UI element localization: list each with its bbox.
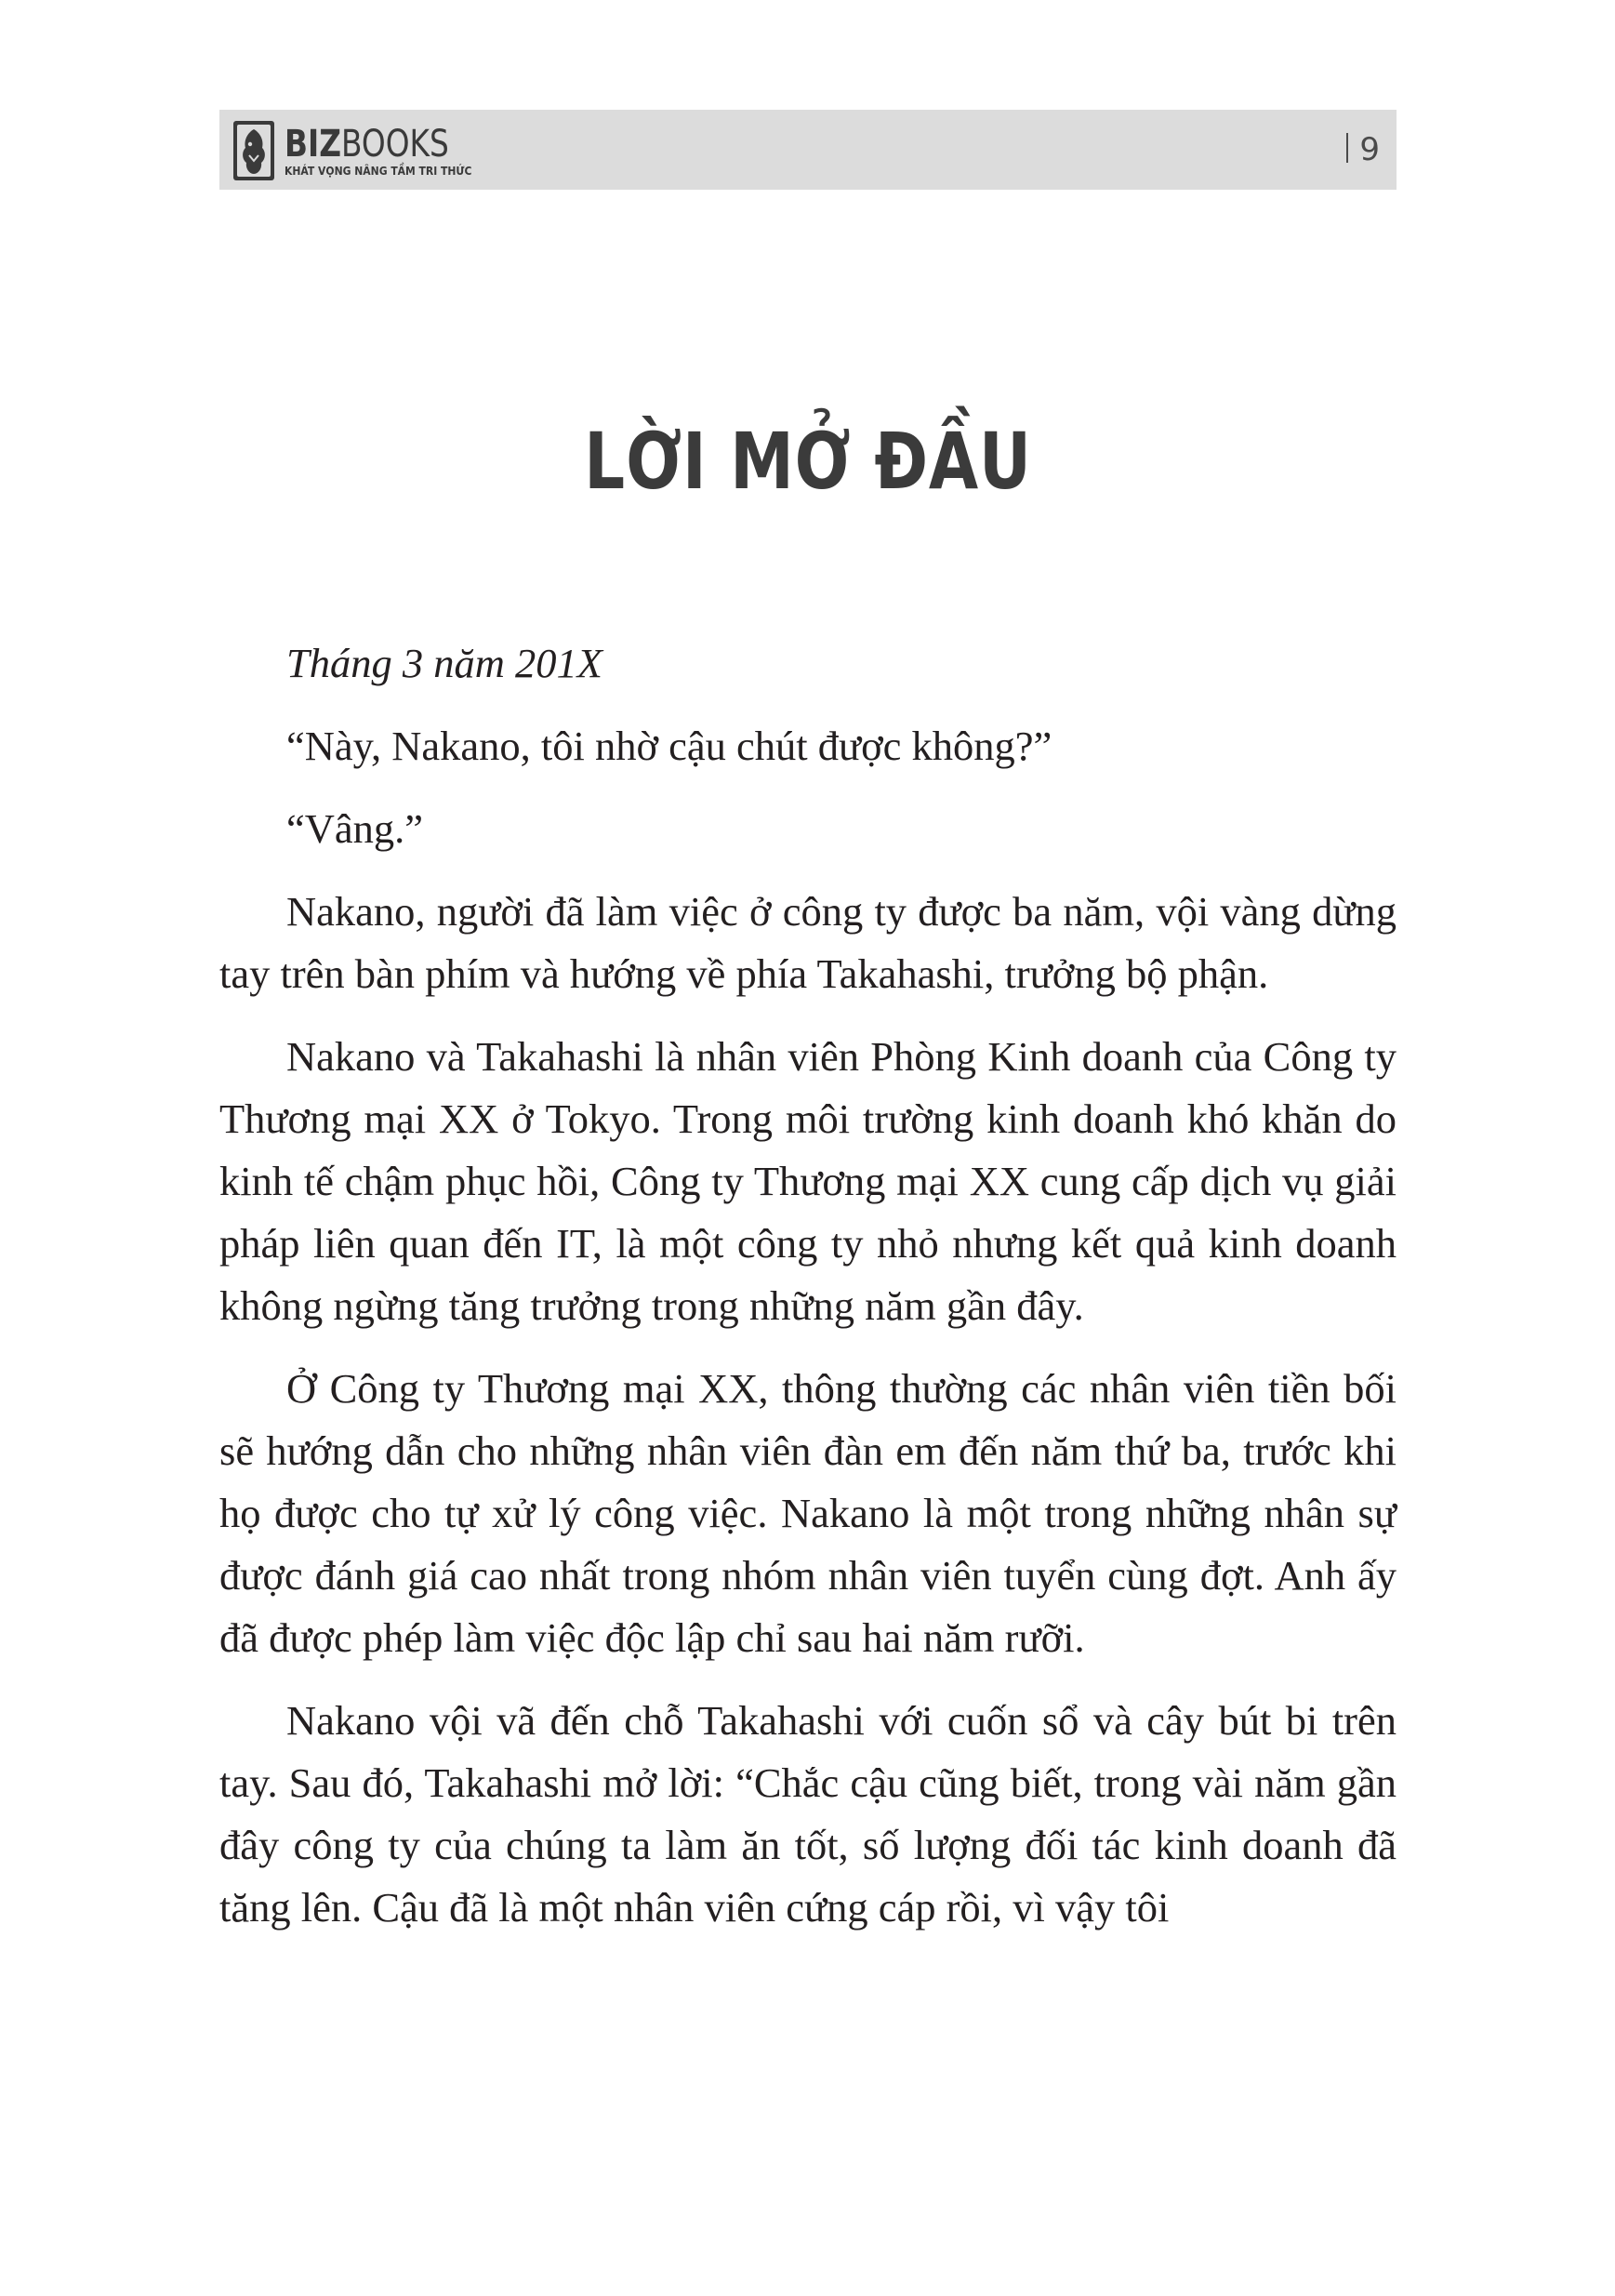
brand-name	[285, 124, 455, 165]
page-number-divider	[1346, 133, 1348, 163]
paragraph: Nakano và Takahashi là nhân viên Phòng Kinh doanh của Công ty Thương mại XX ở Tokyo. Trong môi trường kinh doanh khó khăn do kinh tế chậm phục hồi, Công ty Thương mại XX cung cấp dịch vụ giải pháp liên quan đến IT, là một công ty nhỏ nhưng kết quả kinh doanh không ngừng tăng trưởng trong những năm gần đây.	[219, 1033, 1397, 1329]
body-text	[219, 632, 1397, 1959]
paragraph: Nakano, người đã làm việc ở công ty được ba năm, vội vàng dừng tay trên bàn phím và hướng về phía Takahashi, trưởng bộ phận.	[219, 888, 1397, 997]
paragraph: Ở Công ty Thương mại XX, thông thường các nhân viên tiền bối sẽ hướng dẫn cho những nhân viên đàn em đến năm thứ ba, trước khi họ được cho tự xử lý công việc. Nakano là một trong những nhân sự được đánh giá cao nhất trong nhóm nhân viên tuyển cùng đợt. Anh ấy đã được phép làm việc độc lập chỉ sau hai năm rưỡi.	[219, 1365, 1397, 1661]
page-number-value: 9	[1359, 131, 1380, 168]
bizbooks-emblem-icon	[232, 120, 275, 181]
paragraph: “Này, Nakano, tôi nhờ cậu chút được không?”	[286, 723, 1052, 769]
paragraph: “Vâng.”	[286, 805, 424, 852]
page-header	[219, 110, 1397, 190]
date-line: Tháng 3 năm 201X	[286, 640, 602, 686]
brand-name-bold: BIZ	[285, 123, 341, 166]
page-number	[1346, 128, 1380, 171]
brand-name-light: BOOKS	[340, 123, 449, 166]
paragraph: Nakano vội vã đến chỗ Takahashi với cuốn sổ và cây bút bi trên tay. Sau đó, Takahashi mở lời: “Chắc cậu cũng biết, trong vài năm gần đây công ty của chúng ta làm ăn tốt, số lượng đối tác kinh doanh đã tăng lên. Cậu đã là một nhân viên cứng cáp rồi, vì vậy tôi	[219, 1697, 1397, 1931]
chapter-title: LỜI MỞ ĐẦU	[584, 416, 1032, 508]
brand-tagline: KHÁT VỌNG NÂNG TẦM TRI THỨC	[285, 165, 472, 178]
publisher-logo	[232, 117, 493, 184]
